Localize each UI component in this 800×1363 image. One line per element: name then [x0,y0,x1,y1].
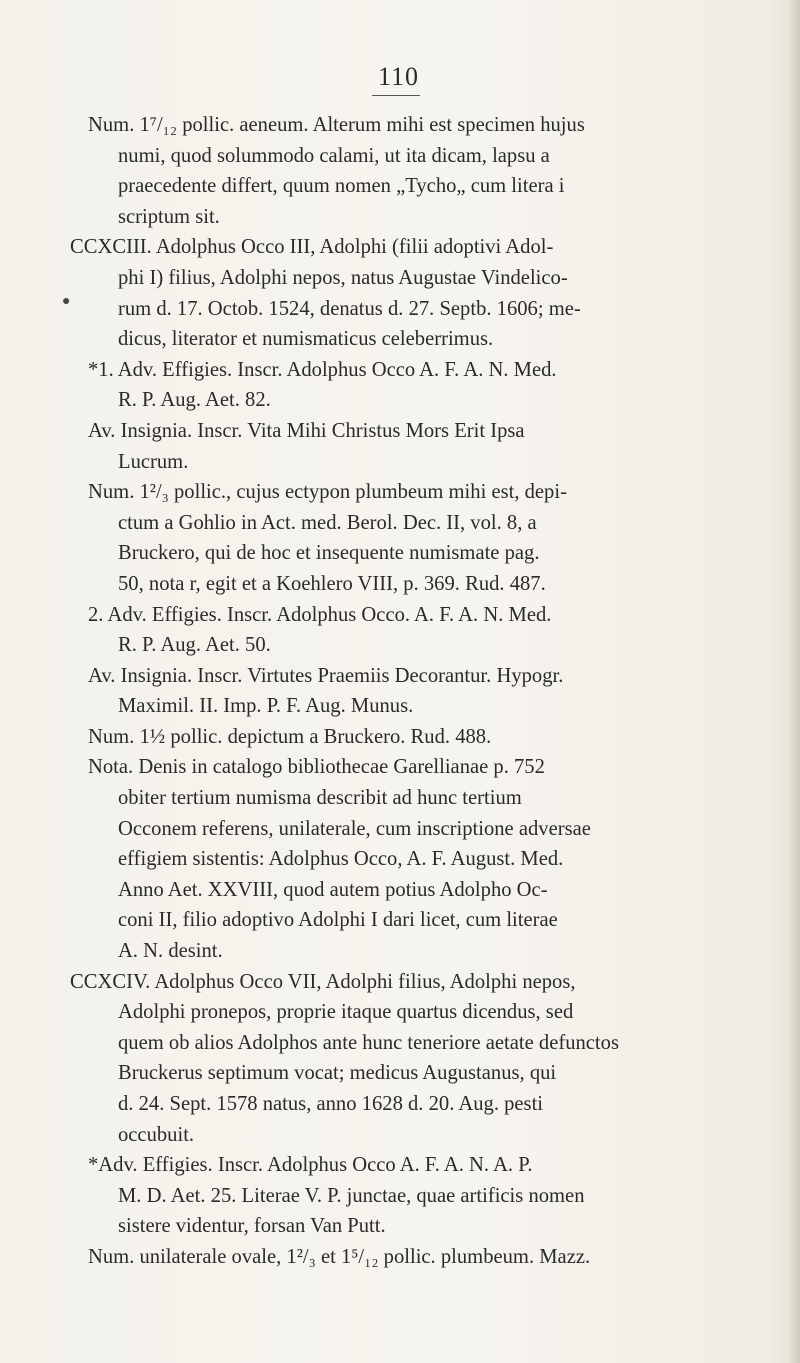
text-line: phi I) filius, Adolphi nepos, natus Augustae Vindelico- [118,266,568,289]
text-line: R. P. Aug. Aet. 50. [118,634,271,657]
text-line: *1. Adv. Effigies. Inscr. Adolphus Occo A. F. A. N. Med. [88,358,557,381]
text-line: Maximil. II. Imp. P. F. Aug. Munus. [118,695,414,718]
text-line: coni II, filio adoptivo Adolphi I dari licet, cum literae [118,909,558,932]
text-line: 50, nota r, egit et a Koehlero VIII, p. 369. Rud. 487. [118,572,546,595]
text-line: A. N. desint. [118,940,223,963]
text-line: Anno Aet. XXVIII, quod autem potius Adolpho Oc- [118,878,548,901]
text-line: Av. Insignia. Inscr. Virtutes Praemiis Decorantur. Hypogr. [88,664,564,687]
text-line: dicus, literator et numismaticus celeberrimus. [118,328,494,351]
text-line: Adolphi pronepos, proprie itaque quartus dicendus, sed [118,1001,574,1024]
text-line: occubuit. [118,1123,195,1146]
page-edge-shadow [788,0,800,1363]
text-line: Bruckero, qui de hoc et insequente numismate pag. [118,542,540,565]
text-line: rum d. 17. Octob. 1524, denatus d. 27. Septb. 1606; me- [118,297,581,320]
page-body [70,110,778,1273]
text-line: numi, quod solummodo calami, ut ita dicam, lapsu a [118,144,550,167]
text-line: Num. 1⁷/₁₂ pollic. aeneum. Alterum mihi est specimen hujus [88,114,585,136]
text-line: Num. 1½ pollic. depictum a Bruckero. Rud. 488. [88,725,492,748]
text-line: *Adv. Effigies. Inscr. Adolphus Occo A. F. A. N. A. P. [88,1154,533,1177]
text-line: Nota. Denis in catalogo bibliothecae Garellianae p. 752 [88,756,545,779]
text-line: Bruckerus septimum vocat; medicus Augustanus, qui [118,1062,557,1085]
text-line: sistere videntur, forsan Van Putt. [118,1215,386,1238]
text-line: M. D. Aet. 25. Literae V. P. junctae, quae artificis nomen [118,1184,585,1207]
text-line: Lucrum. [118,450,189,473]
text-line: effigiem sistentis: Adolphus Occo, A. F. August. Med. [118,848,564,871]
text-line: R. P. Aug. Aet. 82. [118,389,271,412]
text-line: 2. Adv. Effigies. Inscr. Adolphus Occo. A. F. A. N. Med. [88,603,552,626]
text-line: praecedente differt, quum nomen „Tycho„ cum litera i [118,175,565,198]
text-line: d. 24. Sept. 1578 natus, anno 1628 d. 20. Aug. pesti [118,1093,544,1115]
text-line: obiter tertium numisma describit ad hunc tertium [118,787,522,810]
margin-mark: ● [62,294,71,309]
text-line: quem ob alios Adolphos ante hunc teneriore aetate defunctos [118,1031,619,1054]
text-line: Num. 1²/₃ pollic., cujus ectypon plumbeum mihi est, depi- [88,481,567,504]
text-line: Occonem referens, unilaterale, cum inscriptione adversae [118,817,591,840]
entry-heading: CCXCIV. Adolphus Occo VII, Adolphi filius, Adolphi nepos, [70,970,576,993]
text-line: scriptum sit. [118,205,220,228]
page-number: 110 [378,62,420,91]
text-line: ctum a Gohlio in Act. med. Berol. Dec. II, vol. 8, a [118,511,537,534]
text-line: Num. unilaterale ovale, 1²/₃ et 1⁵/₁₂ pollic. plumbeum. Mazz. [88,1245,591,1268]
entry-heading: CCXCIII. Adolphus Occo III, Adolphi (filii adoptivi Adol- [70,236,554,259]
page-number-rule [372,95,420,96]
text-line: Av. Insignia. Inscr. Vita Mihi Christus Mors Erit Ipsa [88,419,525,442]
